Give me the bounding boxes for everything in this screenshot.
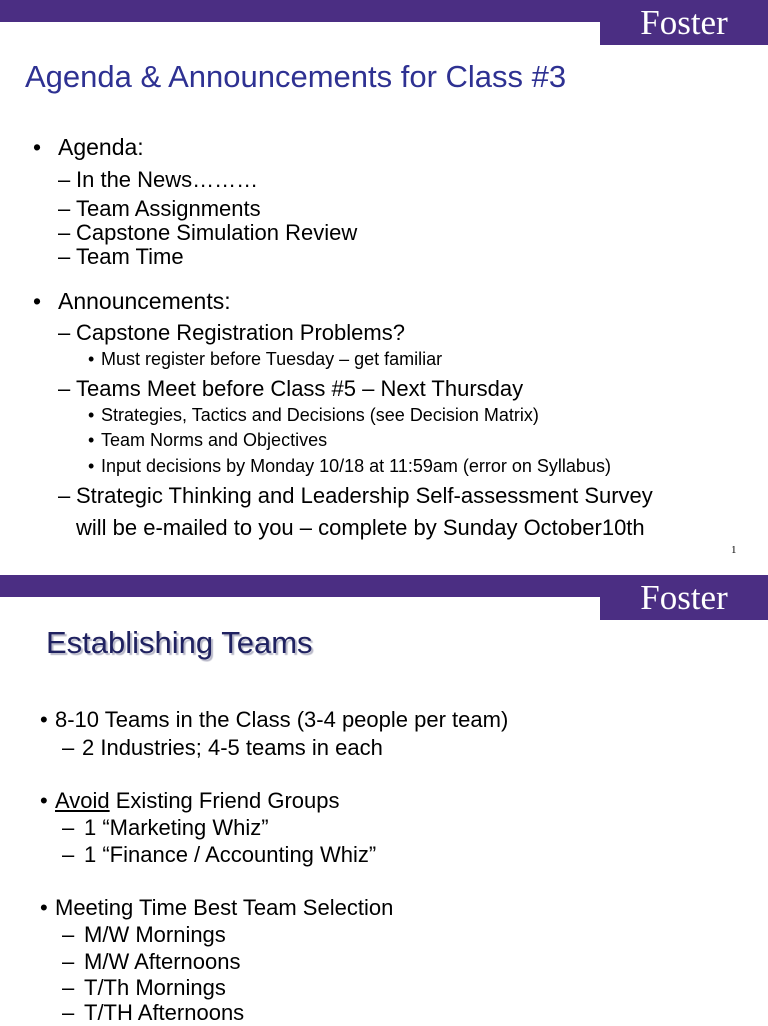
agenda-item: Team Time <box>76 244 184 269</box>
agenda-item: In the News……… <box>76 167 259 192</box>
announcement-subitem: Input decisions by Monday 10/18 at 11:59am (error on Syllabus) <box>101 456 611 476</box>
agenda-item: Team Assignments <box>76 196 261 221</box>
dash-glyph: – <box>58 483 71 508</box>
dash-glyph: – <box>62 1000 75 1025</box>
announcement-item-continued: will be e-mailed to you – complete by Sunday October10th <box>76 515 645 540</box>
bullet-glyph: • <box>40 707 48 732</box>
bullet-glyph: • <box>88 349 95 369</box>
dash-glyph: – <box>58 167 71 192</box>
announcement-subitem: Must register before Tuesday – get familiar <box>101 349 443 369</box>
bullet-item <box>55 788 340 814</box>
page-number: 1 <box>731 544 737 556</box>
bullet-glyph: • <box>33 288 42 314</box>
sub-item: 2 Industries; 4-5 teams in each <box>82 735 383 760</box>
bullet-glyph: • <box>88 456 95 476</box>
dash-glyph: – <box>62 975 75 1000</box>
sub-item: M/W Afternoons <box>84 949 241 974</box>
sub-item: 1 “Finance / Accounting Whiz” <box>84 842 377 867</box>
emphasis-text: Avoid <box>55 788 110 813</box>
sub-item: M/W Mornings <box>84 922 226 947</box>
bullet-glyph: • <box>88 405 95 425</box>
sub-item: 1 “Marketing Whiz” <box>84 815 269 840</box>
dash-glyph: – <box>62 735 75 760</box>
dash-glyph: – <box>62 949 75 974</box>
announcement-subitem: Team Norms and Objectives <box>101 430 328 450</box>
agenda-item: Capstone Simulation Review <box>76 220 358 245</box>
dash-glyph: – <box>58 376 71 401</box>
agenda-heading: Agenda: <box>58 134 144 160</box>
dash-glyph: – <box>62 842 75 867</box>
bullet-glyph: • <box>33 134 42 160</box>
dash-glyph: – <box>62 922 75 947</box>
foster-logo: Foster <box>600 575 768 620</box>
announcement-item: Teams Meet before Class #5 – Next Thursday <box>76 376 524 401</box>
bullet-glyph: • <box>40 788 48 813</box>
foster-logo: Foster <box>600 0 768 45</box>
bullet-item: Meeting Time Best Team Selection <box>55 895 394 920</box>
bullet-item-text: Existing Friend Groups <box>109 788 340 813</box>
announcement-item: Strategic Thinking and Leadership Self-assessment Survey <box>76 483 653 508</box>
bullet-glyph: • <box>40 895 48 920</box>
announcement-item: Capstone Registration Problems? <box>76 320 405 345</box>
announcement-subitem: Strategies, Tactics and Decisions (see Decision Matrix) <box>101 405 539 425</box>
dash-glyph: – <box>58 196 71 221</box>
sub-item: T/Th Mornings <box>84 975 226 1000</box>
bullet-glyph: • <box>88 430 95 450</box>
dash-glyph: – <box>62 815 75 840</box>
dash-glyph: – <box>58 220 71 245</box>
dash-glyph: – <box>58 320 71 345</box>
bullet-item: 8-10 Teams in the Class (3-4 people per team) <box>55 707 509 732</box>
announcements-heading: Announcements: <box>58 288 231 314</box>
slide-title: Establishing Teams <box>46 625 313 660</box>
slide-title: Agenda & Announcements for Class #3 <box>25 59 567 94</box>
sub-item: T/TH Afternoons <box>84 1000 245 1025</box>
dash-glyph: – <box>58 244 71 269</box>
